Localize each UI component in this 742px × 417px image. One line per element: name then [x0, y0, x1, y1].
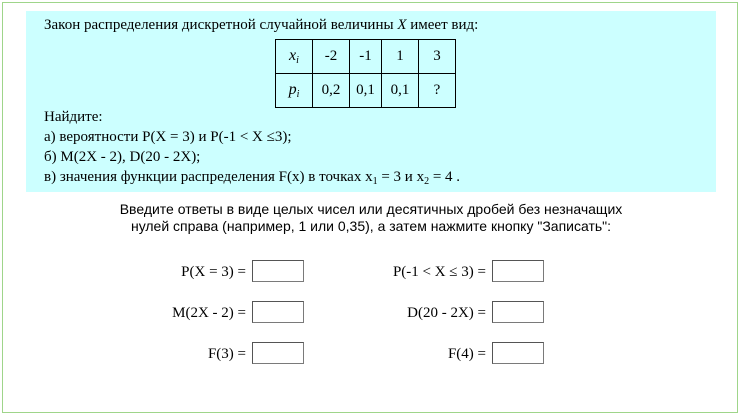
table-row-x [276, 40, 456, 74]
item-c: в) значения функции распределения F(x) в точках $x_1 = 3$ и $x_2 = 4$ . [44, 169, 461, 187]
p-cell: 0,1 [350, 74, 382, 108]
d-label: D(20 - 2X) = [407, 305, 486, 321]
distribution-table [275, 39, 456, 108]
p-range-label: P(-1 < X ≤ 3) = [392, 264, 486, 280]
instructions-line-1: Введите ответы в виде целых чисел или десятичных дробей без незначащих [119, 201, 623, 217]
x-cell: -1 [350, 40, 382, 74]
problem-panel [26, 11, 716, 192]
x-header-cell: $x_i$ [276, 40, 313, 74]
x-cell: -2 [313, 40, 350, 74]
x-cell: 1 [382, 40, 419, 74]
p-cell: ? [419, 74, 456, 108]
p-x3-input[interactable] [252, 260, 304, 282]
item-a: а) вероятности P(X = 3) и P(-1 < X ≤3); [44, 129, 292, 145]
table-row-p [276, 74, 456, 108]
d-input[interactable] [492, 301, 544, 323]
p-cell: 0,1 [382, 74, 419, 108]
instructions-line-2: нулей справа (например, 1 или 0,35), а затем нажмите кнопку "Записать": [130, 218, 612, 234]
item-b: б) M(2X - 2), D(20 - 2X); [44, 149, 201, 165]
instructions [0, 201, 742, 235]
p-cell: 0,2 [313, 74, 350, 108]
p-header-cell: $p_i$ [276, 74, 313, 108]
m-label: M(2X - 2) = [172, 305, 246, 321]
f3-input[interactable] [252, 342, 304, 364]
find-label: Найдите: [44, 109, 103, 125]
f4-label: F(4) = [447, 346, 486, 362]
x-cell: 3 [419, 40, 456, 74]
f4-input[interactable] [492, 342, 544, 364]
variable-x: X [397, 17, 407, 33]
m-input[interactable] [252, 301, 304, 323]
f3-label: F(3) = [207, 346, 246, 362]
p-x3-label: P(X = 3) = [181, 264, 246, 280]
problem-intro: Закон распределения дискретной случайной величины X имеет вид: [44, 17, 479, 33]
p-range-input[interactable] [492, 260, 544, 282]
